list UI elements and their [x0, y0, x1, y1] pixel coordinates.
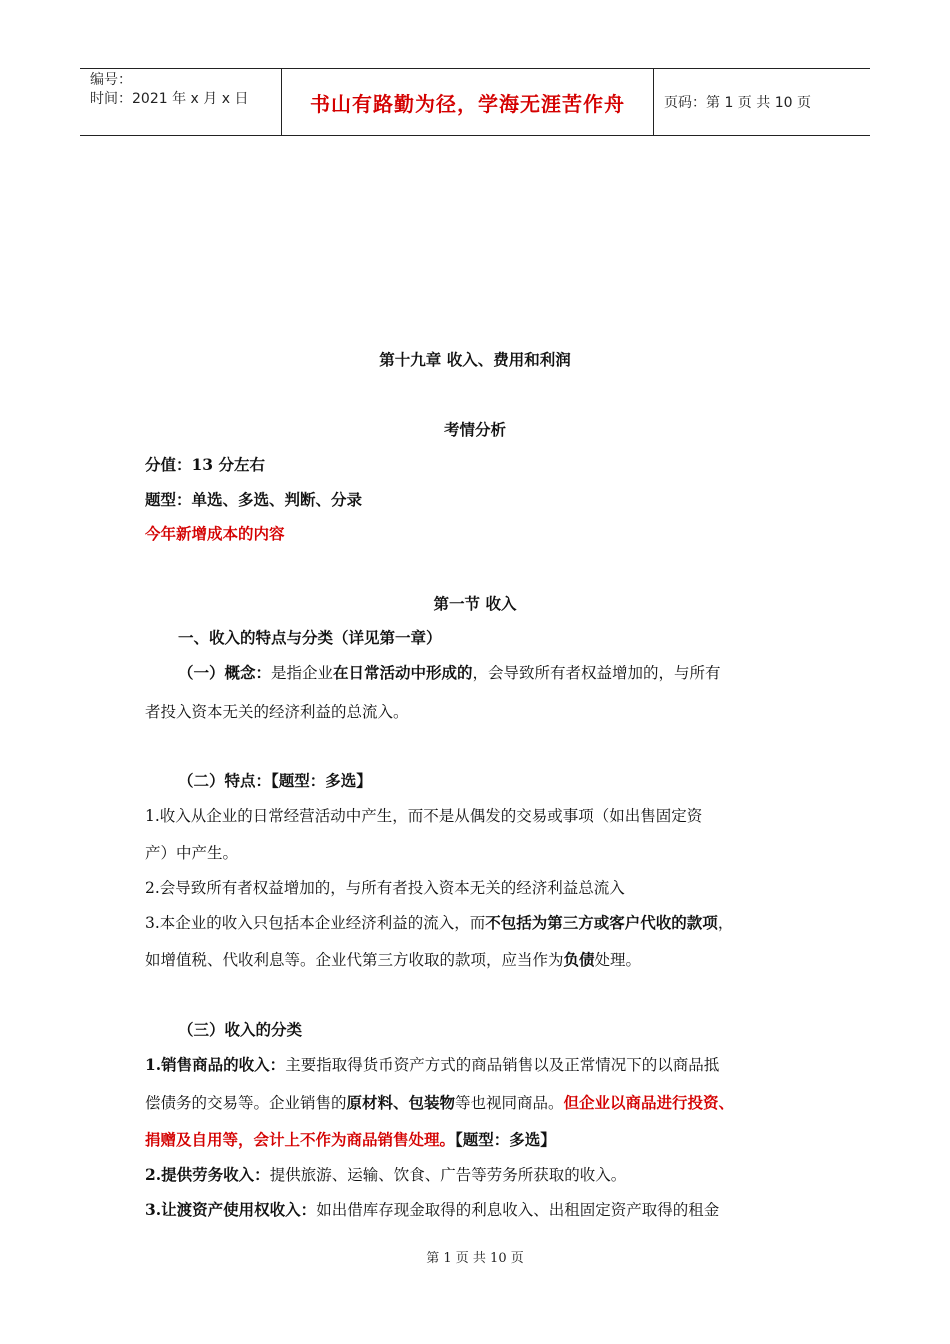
- class-3-text: 如出借库存现金取得的利息收入、出租固定资产取得的租金: [316, 1201, 720, 1219]
- class-3-label: 3.让渡资产使用权收入：: [145, 1200, 317, 1219]
- class-2-label: 2.提供劳务收入：: [145, 1165, 270, 1184]
- analysis-heading: 考情分析: [443, 420, 506, 439]
- class-1-line-3: [145, 1130, 825, 1150]
- classes-heading: （三）收入的分类: [178, 1020, 303, 1039]
- class-1-line-2: [145, 1093, 825, 1113]
- header-meta: [80, 69, 282, 135]
- class-1-label: 1.销售商品的收入：: [145, 1055, 286, 1074]
- new-content-note: 今年新增成本的内容: [145, 524, 285, 543]
- class-2-text: 提供旅游、运输、饮食、广告等劳务所获取的收入。: [269, 1166, 627, 1184]
- class-1-line-1: [145, 1055, 825, 1075]
- time-label: 时间：2021 年 x 月 x 日: [90, 91, 249, 107]
- concept-text-b: 在日常活动中形成的: [333, 663, 473, 682]
- feature-3-text-c: ，: [717, 914, 734, 932]
- class-1-text: 主要指取得货币资产方式的商品销售以及正常情况下的以商品抵: [285, 1056, 720, 1074]
- feature-3-text-b: 不包括为第三方或客户代收的款项: [485, 913, 718, 932]
- motto: 书山有路勤为径，学海无涯苦作舟: [310, 91, 625, 116]
- header-motto-cell: [282, 69, 654, 135]
- section-heading: 第一节 收入: [433, 594, 517, 613]
- concept-label: （一）概念：: [178, 663, 272, 682]
- class-1-l2-b: 原材料、包装物: [346, 1093, 456, 1112]
- class-1-l2-c: 等也视同商品。: [455, 1094, 564, 1112]
- page-info: 页码：第 1 页 共 10 页: [664, 95, 811, 111]
- header-table: [80, 68, 870, 136]
- feature-3-line-2: [145, 950, 825, 970]
- class-1-l3-a: 捐赠及自用等，会计上不作为商品销售处理。: [145, 1130, 456, 1149]
- features-tag: 【题型：多选】: [271, 771, 372, 790]
- page-footer: 第 1 页 共 10 页: [426, 1251, 524, 1266]
- class-1-l2-d: 但企业以商品进行投资、: [563, 1093, 735, 1112]
- feature-3-l2-b: 负债: [563, 950, 595, 969]
- class-3-line: [145, 1200, 825, 1220]
- header-page-cell: [654, 69, 870, 135]
- types-line: 题型：单选、多选、判断、分录: [145, 490, 363, 509]
- number-label: 编号：: [90, 72, 132, 88]
- concept-text-a: 是指企业: [271, 664, 334, 682]
- class-2-line: [145, 1165, 825, 1185]
- feature-2: 2.会导致所有者权益增加的，与所有者投入资本无关的经济利益总流入: [145, 879, 625, 897]
- feature-1-line-2: 产）中产生。: [145, 844, 239, 862]
- feature-3-l2-a: 如增值税、代收利息等。企业代第三方收取的款项，应当作为: [145, 951, 564, 969]
- features-heading: [178, 771, 858, 791]
- feature-3-text-a: 3.本企业的收入只包括本企业经济利益的流入，而: [145, 914, 486, 932]
- class-1-l2-a: 偿债务的交易等。企业销售的: [145, 1094, 347, 1112]
- concept-text-c: ，会导致所有者权益增加的，与所有: [472, 664, 721, 682]
- feature-3-l2-c: 处理。: [594, 951, 642, 969]
- subsection-heading: 一、收入的特点与分类（详见第一章）: [178, 628, 442, 647]
- chapter-title: 第十九章 收入、费用和利润: [379, 350, 571, 369]
- feature-3-line-1: [145, 913, 825, 933]
- score-line: 分值：13 分左右: [145, 455, 265, 474]
- feature-1-line-1: 1.收入从企业的日常经营活动中产生，而不是从偶发的交易或事项（如出售固定资: [145, 807, 703, 825]
- class-1-l3-b: 【题型：多选】: [455, 1130, 556, 1149]
- concept-line-1: [178, 663, 858, 683]
- features-label: （二）特点：: [178, 771, 272, 790]
- concept-line-2: 者投入资本无关的经济利益的总流入。: [145, 703, 409, 721]
